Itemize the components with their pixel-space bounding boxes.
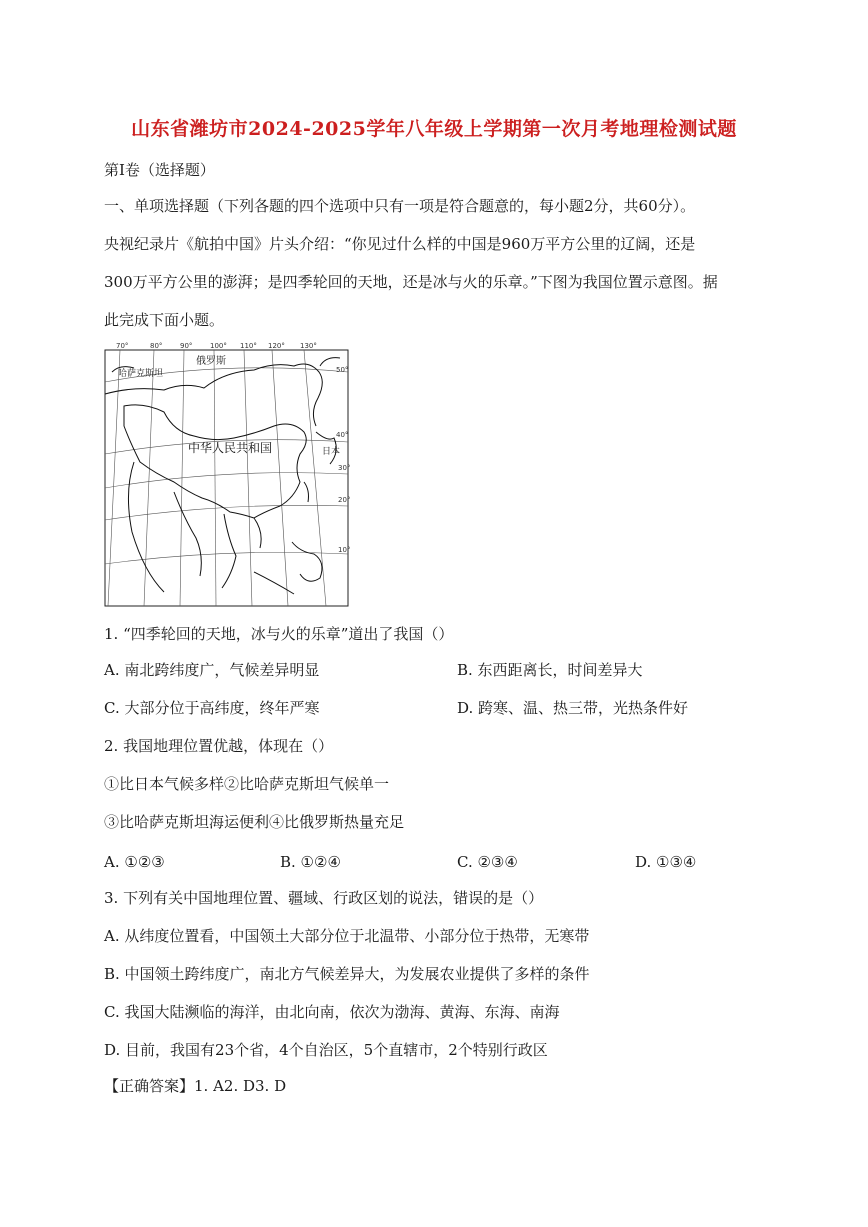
question-1-option-c[interactable]: C. 大部分位于高纬度，终年严寒 [104, 699, 320, 717]
question-1-option-d[interactable]: D. 跨寒、温、热三带，光热条件好 [457, 699, 689, 717]
lon-label: 120° [268, 342, 285, 350]
answer-key: 【正确答案】1. A2. D3. D [104, 1077, 287, 1095]
lat-label: 50° [336, 366, 349, 374]
section-label: 第Ⅰ卷（选择题） [104, 161, 215, 179]
china-location-map [104, 342, 350, 608]
question-2-option-d[interactable]: D. ①③④ [635, 853, 697, 871]
label-japan: 日本 [322, 447, 341, 457]
question-2-stem: 2. 我国地理位置优越，体现在（） [104, 737, 334, 755]
lon-label: 70° [116, 342, 129, 350]
question-2-option-b[interactable]: B. ①②④ [280, 853, 341, 871]
question-3-stem: 3. 下列有关中国地理位置、疆域、行政区划的说法，错误的是（） [104, 889, 544, 907]
part-heading: 一、单项选择题（下列各题的四个选项中只有一项是符合题意的，每小题2分，共60分）。 [104, 197, 696, 215]
question-2-statement-1: ①比日本气候多样②比哈萨克斯坦气候单一 [104, 775, 390, 793]
question-3-option-b[interactable]: B. 中国领土跨纬度广，南北方气候差异大，为发展农业提供了多样的条件 [104, 965, 590, 983]
question-2-option-c[interactable]: C. ②③④ [457, 853, 518, 871]
lon-label: 110° [240, 342, 257, 350]
question-1-stem: 1. “四季轮回的天地，冰与火的乐章”道出了我国（） [104, 625, 454, 643]
lon-label: 90° [180, 342, 193, 350]
intro-line-1: 央视纪录片《航拍中国》片头介绍：“你见过什么样的中国是960万平方公里的辽阔，还是 [104, 235, 696, 253]
intro-line-3: 此完成下面小题。 [104, 311, 225, 329]
label-china: 中华人民共和国 [188, 441, 273, 455]
question-3-option-d[interactable]: D. 目前，我国有23个省，4个自治区，5个直辖市，2个特别行政区 [104, 1041, 548, 1059]
lat-label: 20° [338, 496, 350, 504]
lon-label: 100° [210, 342, 227, 350]
lat-label: 40° [336, 431, 349, 439]
label-russia: 俄罗斯 [196, 356, 226, 367]
label-kazakhstan: 哈萨克斯坦 [118, 369, 164, 379]
lon-label: 80° [150, 342, 163, 350]
lat-label: 10° [338, 546, 350, 554]
intro-line-2: 300万平方公里的澎湃；是四季轮回的天地，还是冰与火的乐章。”下图为我国位置示意图。据 [104, 273, 718, 291]
question-3-option-a[interactable]: A. 从纬度位置看，中国领土大部分位于北温带、小部分位于热带，无寒带 [104, 927, 590, 945]
question-2-statement-2: ③比哈萨克斯坦海运便利④比俄罗斯热量充足 [104, 813, 405, 831]
question-1-option-a[interactable]: A. 南北跨纬度广，气候差异明显 [104, 661, 320, 679]
question-3-option-c[interactable]: C. 我国大陆濒临的海洋，由北向南，依次为渤海、黄海、东海、南海 [104, 1003, 560, 1021]
lon-label: 130° [300, 342, 317, 350]
question-2-option-a[interactable]: A. ①②③ [104, 853, 165, 871]
document-title: 山东省潍坊市2024-2025学年八年级上学期第一次月考地理检测试题 [131, 118, 737, 140]
question-1-option-b[interactable]: B. 东西距离长，时间差异大 [457, 661, 643, 679]
lat-label: 30° [338, 464, 350, 472]
